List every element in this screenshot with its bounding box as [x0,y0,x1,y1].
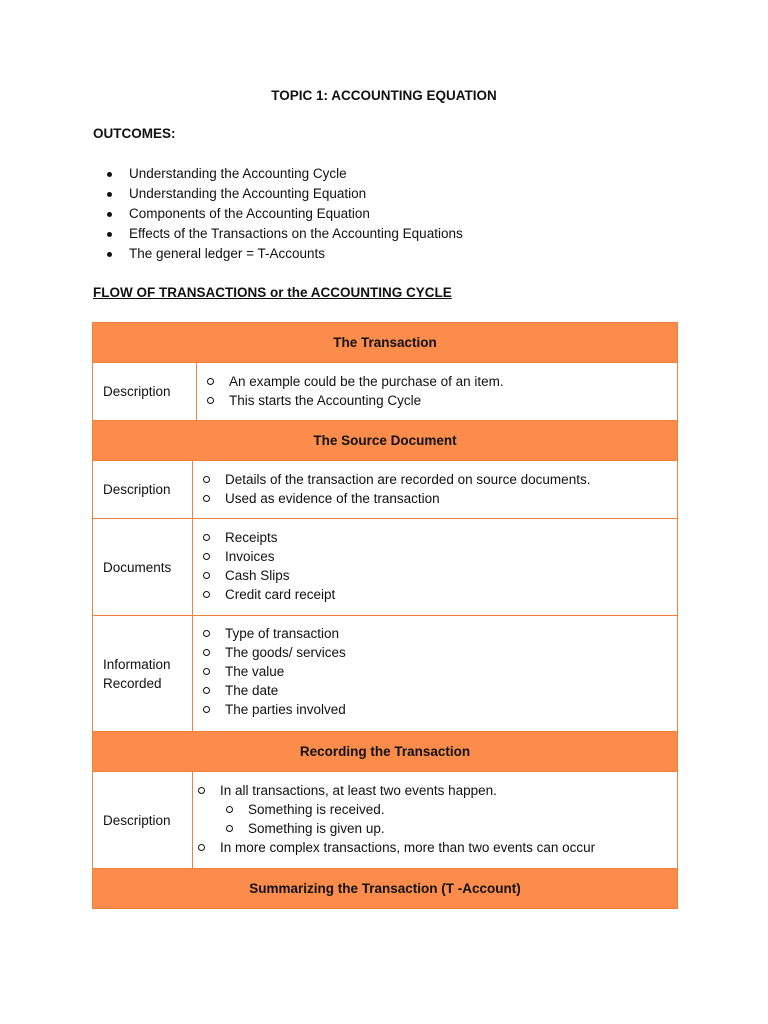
row-content [193,616,677,731]
row-label: Documents [93,519,193,615]
row-content [193,461,677,518]
list-item: Components of the Accounting Equation [93,204,463,224]
list-item: This starts the Accounting Cycle [197,391,677,410]
row-content [193,772,677,868]
list-item: Invoices [193,547,677,566]
outcomes-heading: OUTCOMES: [93,126,176,141]
list-item: The goods/ services [193,643,677,662]
source-documents-row [93,519,677,616]
recording-description-row [93,772,677,869]
recording-heading: Recording the Transaction [93,732,677,772]
flow-heading: FLOW OF TRANSACTIONS or the ACCOUNTING CYCLE [93,285,452,300]
list-item: In more complex transactions, more than two events can occur [193,838,677,857]
row-label: Description [93,461,193,518]
list-item: Something is received. [193,800,677,819]
transaction-description-row [93,363,677,421]
list-item: The value [193,662,677,681]
list-item: Type of transaction [193,624,677,643]
outcomes-list [93,164,463,264]
row-label: Description [93,772,193,868]
row-label [93,616,193,731]
list-item: Credit card receipt [193,585,677,604]
summarizing-heading: Summarizing the Transaction (T -Account) [93,869,677,908]
transaction-heading: The Transaction [93,323,677,363]
page-title: TOPIC 1: ACCOUNTING EQUATION [271,88,497,103]
list-item: Understanding the Accounting Equation [93,184,463,204]
list-item: Something is given up. [193,819,677,838]
list-item: The date [193,681,677,700]
label-line: Information [103,656,171,672]
source-description-row [93,461,677,519]
list-item: Cash Slips [193,566,677,585]
list-item: The parties involved [193,700,677,719]
source-information-row [93,616,677,732]
list-item: Details of the transaction are recorded on source documents. [193,470,677,489]
row-content [193,519,677,615]
label-line: Recorded [103,675,162,691]
list-item: In all transactions, at least two events happen. [193,781,677,800]
list-item: Receipts [193,528,677,547]
list-item: Used as evidence of the transaction [193,489,677,508]
row-content [197,363,677,420]
list-item: Understanding the Accounting Cycle [93,164,463,184]
list-item: The general ledger = T-Accounts [93,244,463,264]
list-item: Effects of the Transactions on the Accounting Equations [93,224,463,244]
row-label: Description [93,363,197,420]
accounting-cycle-table [92,322,678,909]
list-item: An example could be the purchase of an item. [197,372,677,391]
source-document-heading: The Source Document [93,421,677,461]
